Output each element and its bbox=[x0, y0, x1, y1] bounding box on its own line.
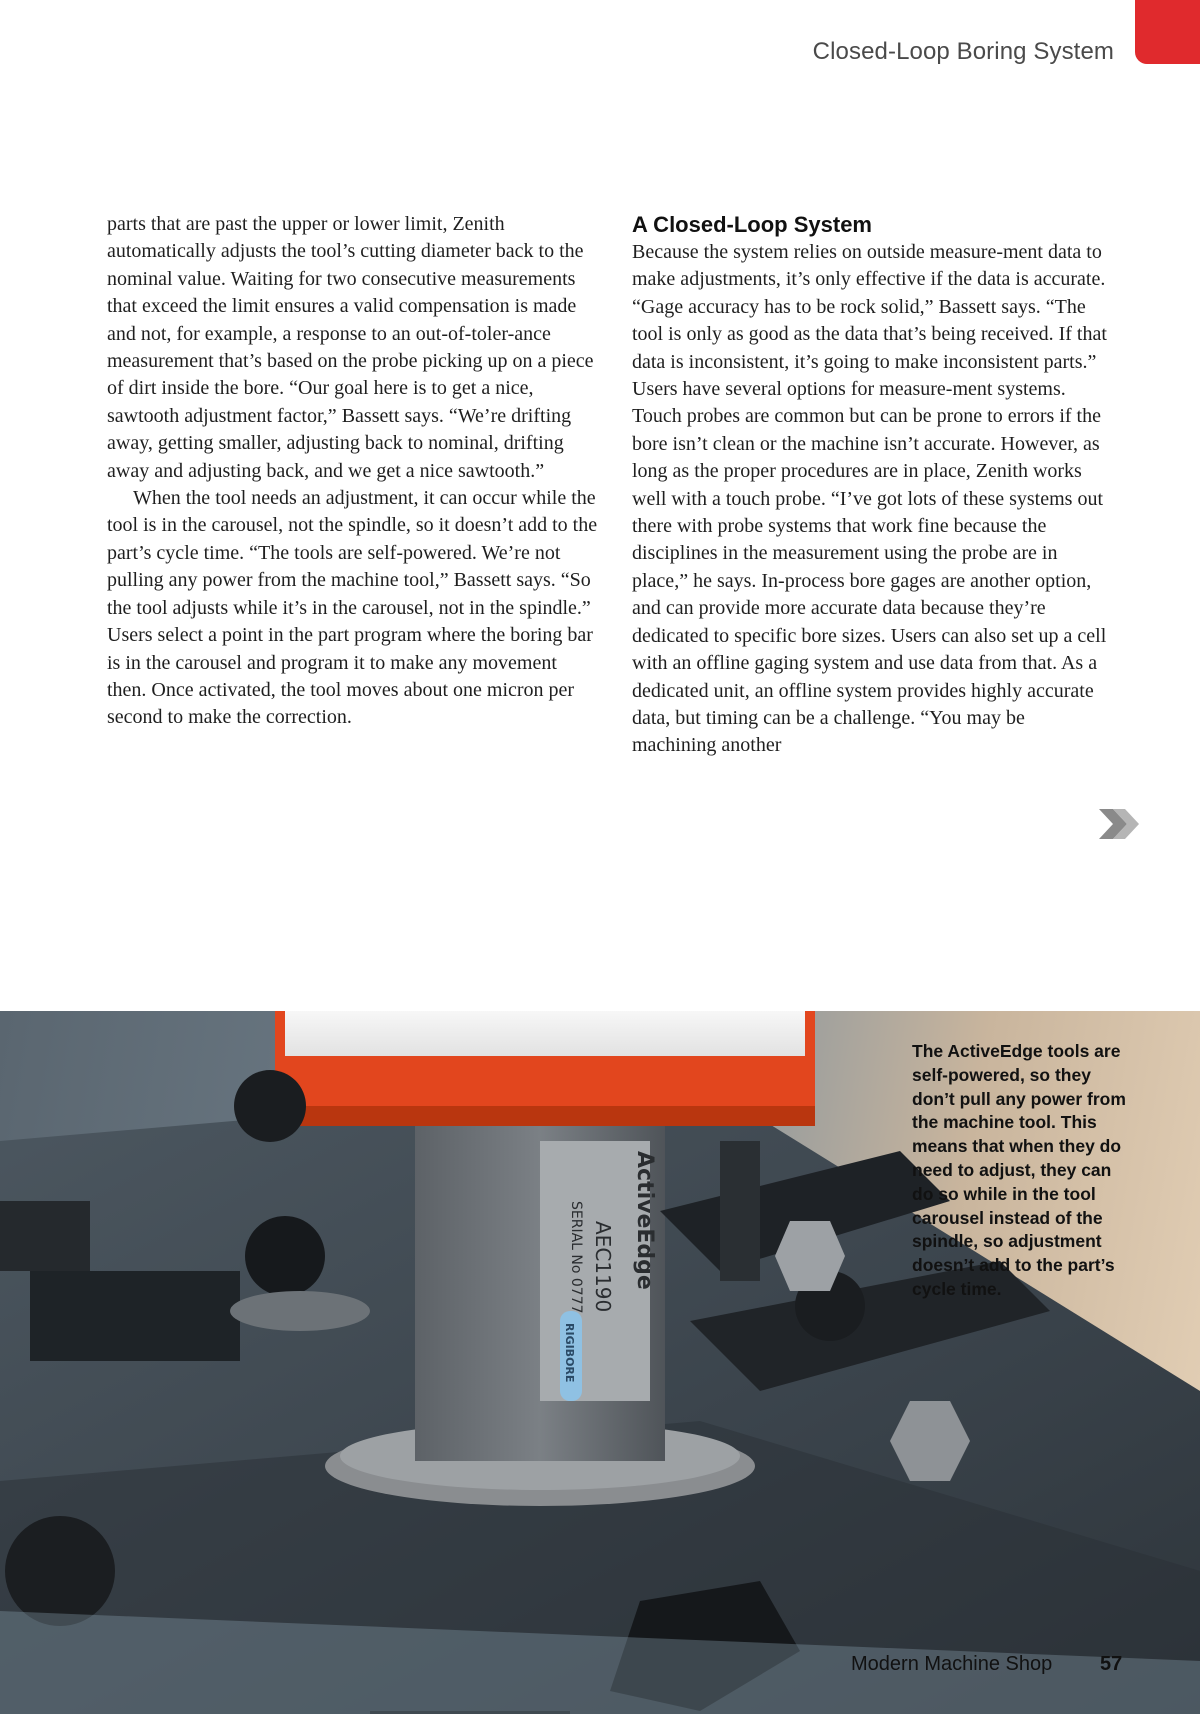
photo-caption: The ActiveEdge tools are self-powered, so they don’t pull any power from the machine tool. This means that when they do need to adjust, they can do so while in the tool carousel instead of the spindle, so adjustment doesn’t add to the part’s cycle time. bbox=[912, 1041, 1126, 1299]
running-head: Closed-Loop Boring System bbox=[812, 38, 1114, 65]
page-number: 57 bbox=[1100, 1653, 1123, 1675]
article-column-left bbox=[107, 211, 599, 732]
tool-badge-label: RIGIBORE bbox=[563, 1323, 576, 1383]
body-paragraph: parts that are past the upper or lower limit, Zenith automatically adjusts the tool’s cutting diameter back to the nominal value. Waiting for two consecutive measurements that exceed the limit ensures a valid compensation is made and not, for example, a response to an out-of-toler-ance measurement that’s based on the probe picking up on a piece of dirt inside the bore. “Our goal here is to get a nice, sawtooth adjustment factor,” Bassett says. “We’re drifting away, getting smaller, adjusting back to nominal, drifting away and adjusting back, and we get a nice sawtooth.” bbox=[107, 213, 594, 482]
section-color-tab bbox=[1135, 0, 1200, 64]
footer-publication: Modern Machine Shop bbox=[851, 1653, 1053, 1675]
tool-brand-label: ActiveEdge bbox=[632, 1151, 657, 1290]
section-subhead: A Closed-Loop System bbox=[632, 212, 872, 237]
article-column-right bbox=[632, 211, 1112, 760]
tool-model-label: AEC1190 bbox=[591, 1221, 615, 1313]
tool-serial-label: SERIAL No 0777 bbox=[568, 1201, 584, 1314]
body-paragraph: When the tool needs an adjustment, it can occur while the tool is in the carousel, not the spindle, so it doesn’t add to the part’s cycle time. “The tools are self-powered. We’re not pulling any power from the machine tool,” Bassett says. “So the tool adjusts while it’s in the carousel, not in the spindle.” Users select a point in the part program where the boring bar is in the carousel and program it to make any movement then. Once activated, the tool moves about one micron per second to make the correction. bbox=[107, 487, 598, 729]
body-paragraph: Because the system relies on outside measure-ment data to make adjustments, it’s only effective if the data is accurate. “Gage accuracy has to be rock solid,” Bassett says. “The tool is only as good as the data that’s being received. If that data is inconsistent, it’s going to make inconsistent parts.” Users have several options for measure-ment systems. Touch probes are common but can be prone to errors if the bore isn’t clean or the machine isn’t accurate. However, as long as the proper procedures are in place, Zenith works well with a touch probe. “I’ve got lots of these systems out there with probe systems that work fine because the disciplines in the measurement using the probe are in place,” he says. In-process bore gages are another option, and can provide more accurate data because they’re dedicated to specific bore sizes. Users can also set up a cell with an offline gaging system and use data from that. As a dedicated unit, an offline system provides highly accurate data, but timing can be a challenge. “You may be machining another bbox=[632, 241, 1107, 757]
double-chevron-right-icon[interactable] bbox=[1096, 806, 1142, 842]
